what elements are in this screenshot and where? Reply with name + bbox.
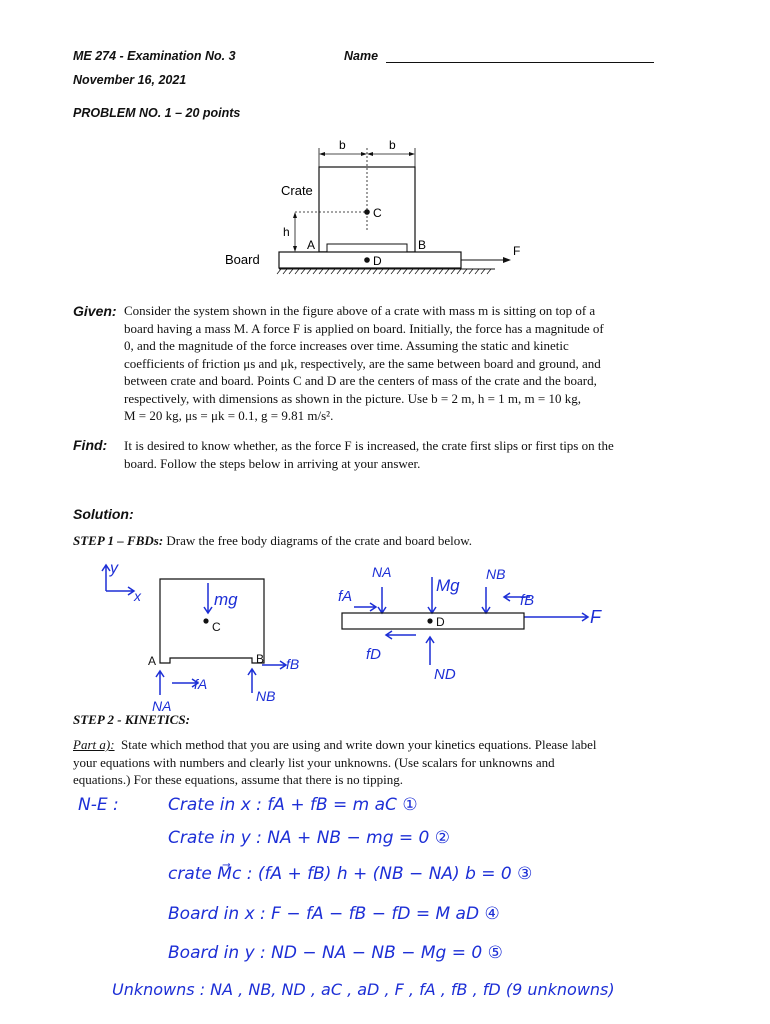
nd-arrow (426, 637, 434, 665)
fbd-x-label: x (134, 588, 141, 604)
mg-arrow (204, 583, 212, 613)
y-axis-arrow (102, 565, 110, 591)
given-label-text: Given (73, 303, 112, 319)
fbd-center-c (203, 618, 208, 623)
given-line: M = 20 kg, μs = μk = 0.1, g = 9.81 m/s². (124, 408, 334, 423)
given-line: between crate and board. Points C and D are the centers of mass of the crate and the board, (124, 373, 597, 388)
f-board-arrow (524, 613, 588, 621)
nb-board-arrow (482, 587, 490, 613)
method-label: N-E : (78, 795, 119, 815)
d-label: D (373, 254, 382, 268)
nb-crate-arrow (248, 669, 256, 693)
step2-line: equations.) For these equations, assume that there is no tipping. (73, 772, 403, 787)
f-label: F (513, 244, 521, 258)
fa-board-arrow (354, 603, 376, 611)
part-a-label: Part a): (73, 737, 115, 752)
fbd-fb-board-label: fB (520, 592, 535, 609)
fb-crate-arrow (262, 661, 286, 669)
name-line (386, 62, 654, 63)
find-text (124, 437, 724, 472)
step2-line (73, 736, 713, 754)
fbd-y-label: y (110, 560, 118, 577)
fbd-fa-crate-label: fA (194, 676, 208, 692)
step1-heading (73, 532, 472, 550)
fbd-sketch (90, 555, 730, 715)
step2-line: your equations with numbers and clearly list your unknowns. (Use scalars for unknowns and (73, 754, 555, 770)
fbd-na-board-label: NA (372, 564, 392, 580)
find-line: board. Follow the steps below in arriving at your answer. (124, 455, 421, 471)
solution-label: Solution: (73, 506, 134, 522)
crate-label: Crate (281, 183, 313, 198)
fbd-nb-crate-label: NB (256, 688, 276, 704)
step2-line-0: State which method that you are using and write down your kinetics equations. Please label (121, 737, 597, 752)
fbd-b-label: B (256, 652, 265, 666)
name-label-text: Name (344, 49, 379, 63)
c-label: C (373, 206, 382, 220)
fbd-board-body (342, 613, 524, 629)
step2-title: STEP 2 - KINETICS: (73, 712, 190, 727)
dim-b2-label: b (389, 138, 396, 152)
given-line: Consider the system shown in the figure above of a crate with mass m is sitting on top of a (124, 303, 596, 318)
problem-title: PROBLEM NO. 1 – 20 points (73, 106, 241, 120)
given-text (124, 302, 724, 425)
b-label: B (418, 238, 427, 252)
exam-date: November 16, 2021 (73, 73, 187, 87)
fbd-center-d (427, 618, 432, 623)
board-body (279, 252, 461, 268)
given-line: 0, and the magnitude of the force increases over time. Assuming the static and kinetic (124, 338, 569, 353)
fbd-fa-board-label: fA (338, 588, 353, 605)
center-d (364, 257, 370, 263)
fbd-nd-label: ND (434, 666, 456, 683)
fbd-c-label: C (212, 620, 221, 634)
given-line: coefficients of friction μs and μk, respectively, are the same between board and ground, and (124, 355, 601, 371)
equation-4: Board in x : F − fA − fB − fD = M aD ④ (168, 904, 500, 924)
given-line: board having a mass M. A force F is applied on board. Initially, the force has a magnitude of (124, 320, 604, 336)
na-crate-arrow (156, 671, 164, 695)
x-axis-arrow (106, 587, 134, 595)
fbd-na-crate-label: NA (152, 698, 172, 714)
a-label: A (307, 238, 316, 252)
dim-b1-label: b (339, 138, 346, 152)
fbd-nb-board-label: NB (486, 566, 506, 582)
equation-3: crate M⃗c : (fA + fB) h + (NB − NA) b = 0 ③ (168, 864, 533, 884)
fbd-a-label: A (148, 654, 157, 668)
fbd-mg-label: mg (214, 590, 238, 609)
find-label-text: Find (73, 437, 103, 453)
fd-arrow (386, 631, 416, 639)
step1-text: Draw the free body diagrams of the crate and board below. (163, 533, 473, 548)
find-label: Find: (73, 437, 108, 453)
course-title: ME 274 - Examination No. 3 (73, 49, 236, 63)
equation-1: Crate in x : fA + fB = m aC ① (168, 795, 418, 815)
step2-text (73, 736, 713, 789)
equation-5: Board in y : ND − NA − NB − Mg = 0 ⑤ (168, 943, 503, 963)
equation-2: Crate in y : NA + NB − mg = 0 ② (168, 828, 450, 848)
fbd-mg-board-label: Mg (436, 576, 460, 595)
mg-board-arrow (428, 577, 436, 613)
fbd-fb-crate-label: fB (286, 656, 300, 672)
fbd-fd-label: fD (366, 646, 381, 663)
board-label: Board (225, 252, 260, 267)
problem-figure (215, 132, 521, 284)
step1-title: STEP 1 – FBDs: (73, 533, 164, 548)
find-line: It is desired to know whether, as the force F is increased, the crate first slips or first tips on the (124, 438, 614, 453)
name-label (344, 49, 378, 63)
given-line: respectively, with dimensions as shown in the picture. Use b = 2 m, h = 1 m, m = 10 kg, (124, 390, 581, 406)
na-board-arrow (378, 587, 386, 613)
h-label: h (283, 225, 290, 239)
unknowns-list: Unknowns : NA , NB, ND , aC , aD , F , fA , fB , fD (9 unknowns) (112, 980, 615, 999)
given-label: Given: (73, 303, 117, 319)
fbd-d-label: D (436, 615, 445, 629)
ground-hatch (277, 269, 491, 274)
center-c (364, 209, 370, 215)
fbd-f-label: F (590, 607, 601, 627)
